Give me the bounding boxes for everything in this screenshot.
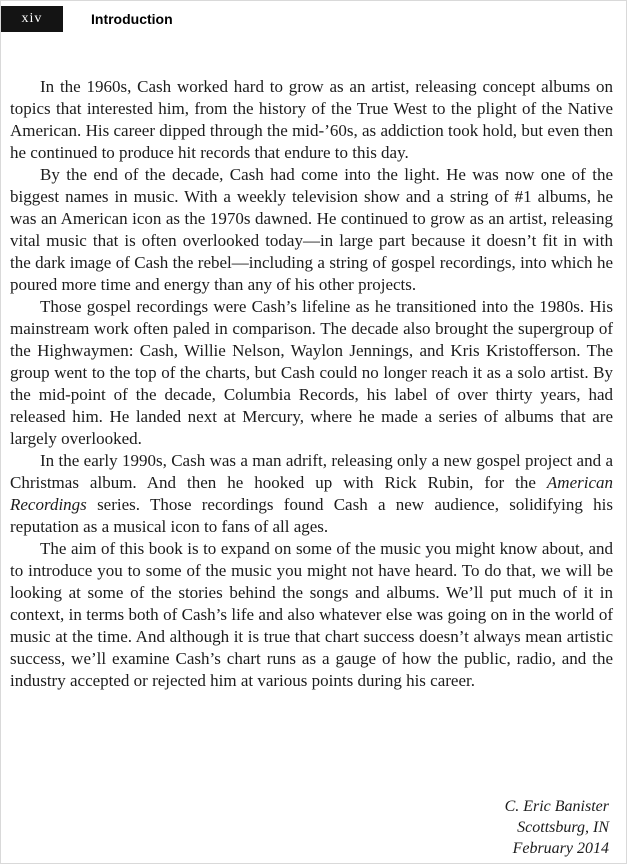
paragraph-5-text: The aim of this book is to expand on some of the music you might know about, and to introduce you to some of the music you might not have heard. To do that, we will be looking at some of the stories behind the songs and albums. We’ll put much of it in context, in terms both of Cash’s life and also whatever else was going on in the world of music at the time. And although it is true that chart success doesn’t always mean artistic success, we’ll examine Cash’s chart runs as a gauge of how the public, radio, and the industry accepted or rejected him at various points during his career.: [10, 539, 613, 690]
paragraph-2: [10, 164, 613, 296]
page-header: [1, 1, 626, 32]
paragraph-2-text: By the end of the decade, Cash had come into the light. He was now one of the biggest names in music. With a weekly television show and a string of #1 albums, he was an American icon as the 1970s dawned. He continued to grow as an artist, releasing vital music that is often overlooked today—in large part because it doesn’t fit in with the dark image of Cash the rebel—including a string of gospel recordings, into which he poured more time and energy than any of his other projects.: [10, 165, 613, 294]
body-text: [1, 32, 626, 692]
signature-author: C. Eric Banister: [504, 798, 609, 815]
paragraph-3-text: Those gospel recordings were Cash’s lifeline as he transitioned into the 1980s. His mainstream work often paled in comparison. The decade also brought the supergroup of the Highwaymen: Cash, Willie Nelson, Waylon Jennings, and Kris Kristofferson. The group went to the top of the charts, but Cash could no longer reach it as a solo artist. By the mid-point of the decade, Columbia Records, his label of over thirty years, had released him. He landed next at Mercury, where he made a series of albums that are largely overlooked.: [10, 297, 613, 448]
running-head: Introduction: [91, 11, 173, 27]
paragraph-5: [10, 538, 613, 692]
page-number-badge: [1, 6, 63, 32]
paragraph-1: [10, 76, 613, 164]
signature-location: Scottsburg, IN: [517, 819, 609, 836]
signature-block: [505, 796, 609, 859]
paragraph-1-text: In the 1960s, Cash worked hard to grow as an artist, releasing concept albums on topics that interested him, from the history of the True West to the plight of the Native American. His career dipped through the mid-’60s, as addiction took hold, but even then he continued to produce hit records that endure to this day.: [10, 77, 613, 162]
page-number: xiv: [21, 11, 43, 26]
signature-date: February 2014: [512, 840, 609, 857]
paragraph-4: [10, 450, 613, 538]
paragraph-4-italic-title: American Recordings: [10, 473, 613, 514]
paragraph-3: [10, 296, 613, 450]
paragraph-4-text-before: In the early 1990s, Cash was a man adrift, releasing only a new gospel project and a Christmas album. And then he hooked up with Rick Rubin, for the: [10, 451, 613, 492]
paragraph-4-text-after: series. Those recordings found Cash a new audience, solidifying his reputation as a musical icon to fans of all ages.: [10, 495, 613, 536]
